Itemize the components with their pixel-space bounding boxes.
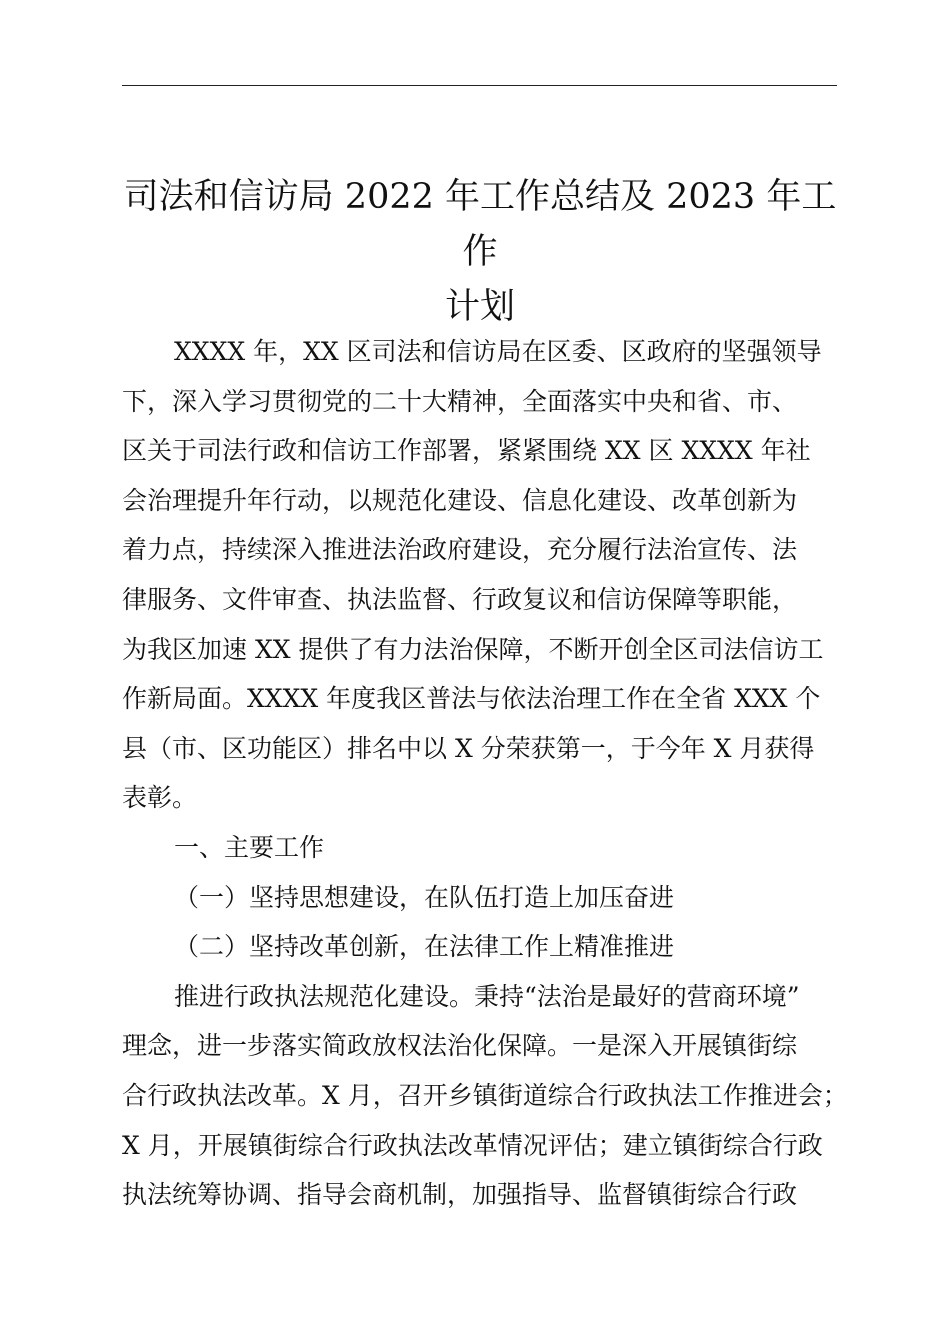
paragraph-line: 推进行政执法规范化建设。秉持“法治是最好的营商环境” — [174, 981, 800, 1011]
paragraph-line: 为我区加速 XX 提供了有力法治保障，不断开创全区司法信访工 — [122, 634, 824, 664]
paragraph-line: 合行政执法改革。X 月，召开乡镇街道综合行政执法工作推进会； — [122, 1080, 848, 1110]
document-body — [122, 327, 852, 1220]
header-rule — [122, 85, 837, 86]
paragraph-line: 着力点，持续深入推进法治政府建设，充分履行法治宣传、法 — [122, 535, 798, 565]
paragraph-line: 执法统筹协调、指导会商机制，加强指导、监督镇街综合行政 — [122, 1180, 798, 1210]
document-title — [110, 170, 850, 335]
paragraph-line: 会治理提升年行动，以规范化建设、信息化建设、改革创新为 — [122, 485, 798, 515]
paragraph-line: 作新局面。XXXX 年度我区普法与依法治理工作在全省 XXX 个 — [122, 684, 821, 714]
title-line-1: 司法和信访局 2022 年工作总结及 2023 年工作 — [123, 177, 837, 272]
paragraph-line: 表彰。 — [122, 783, 198, 813]
section-heading: 一、主要工作 — [174, 832, 325, 862]
paragraph-line: 理念，进一步落实简政放权法治化保障。一是深入开展镇街综 — [122, 1031, 798, 1061]
paragraph-line: XXXX 年，XX 区司法和信访局在区委、区政府的坚强领导 — [174, 337, 822, 366]
paragraph-line: X 月，开展镇街综合行政执法改革情况评估；建立镇街综合行政 — [122, 1130, 823, 1160]
paragraph-line: 下，深入学习贯彻党的二十大精神，全面落实中央和省、市、 — [122, 386, 798, 416]
paragraph-line: 律服务、文件审查、执法监督、行政复议和信访保障等职能， — [122, 584, 798, 614]
paragraph-line: 区关于司法行政和信访工作部署，紧紧围绕 XX 区 XXXX 年社 — [122, 436, 811, 466]
title-line-2: 计划 — [444, 287, 515, 327]
subsection-heading: （一）坚持思想建设，在队伍打造上加压奋进 — [174, 882, 675, 912]
subsection-heading: （二）坚持改革创新，在法律工作上精准推进 — [174, 932, 675, 962]
paragraph-line: 县（市、区功能区）排名中以 X 分荣获第一，于今年 X 月获得 — [122, 733, 815, 763]
